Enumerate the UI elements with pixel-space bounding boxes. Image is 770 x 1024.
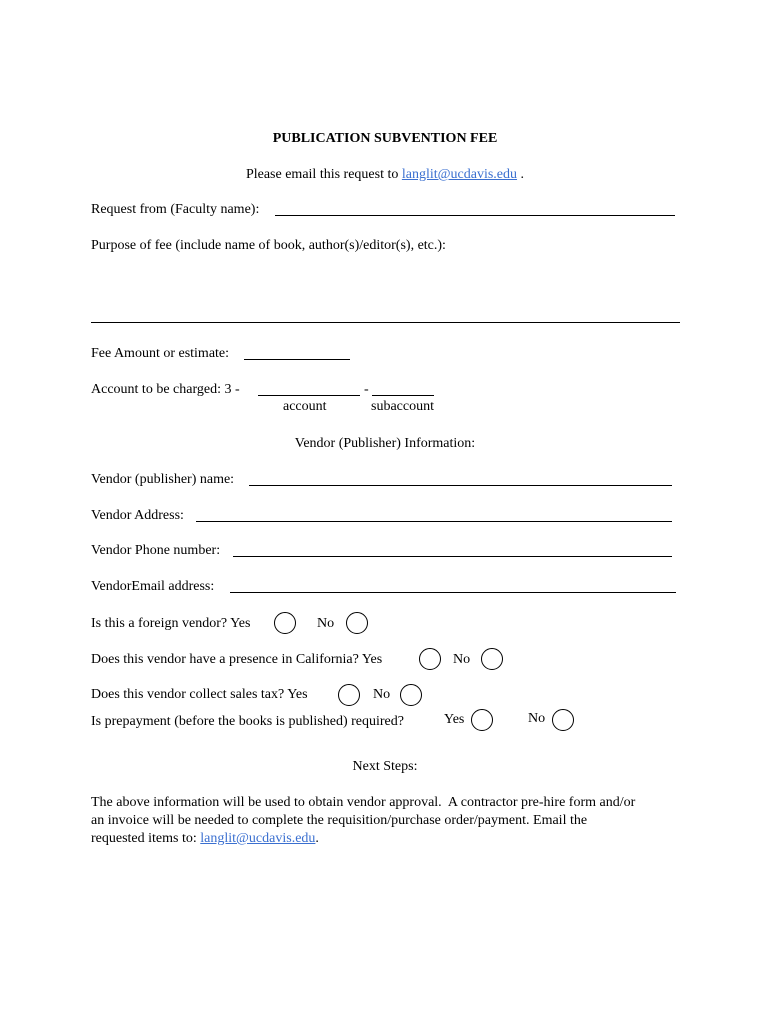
- no-label: No: [453, 652, 471, 667]
- next-steps-suffix: .: [315, 831, 319, 846]
- email-instruction-suffix: .: [520, 167, 525, 182]
- question-sales-tax: [91, 687, 308, 703]
- next-steps-line: an invoice will be needed to complete the requisition/purchase order/payment. Email the: [91, 813, 588, 828]
- no-label: No: [528, 711, 546, 726]
- purpose-label: Purpose of fee (include name of book, author(s)/editor(s), etc.):: [91, 238, 446, 253]
- email-instruction: [0, 167, 770, 183]
- california-presence-no-radio[interactable]: [481, 648, 503, 670]
- vendor-email-label: VendorEmail address:: [91, 579, 215, 594]
- account-caption: account: [283, 399, 327, 414]
- sales-tax-yes-radio[interactable]: [338, 684, 360, 706]
- account-field[interactable]: [258, 381, 360, 396]
- sales-tax-no-radio[interactable]: [400, 684, 422, 706]
- foreign-vendor-yes-radio[interactable]: [274, 612, 296, 634]
- no-label: No: [373, 687, 391, 702]
- question-text: Does this vendor have a presence in California?: [91, 652, 359, 667]
- next-steps-line: [91, 831, 319, 847]
- vendor-section-heading: Vendor (Publisher) Information:: [294, 436, 476, 451]
- yes-label: Yes: [287, 687, 308, 702]
- email-link[interactable]: langlit@ucdavis.edu: [401, 167, 518, 182]
- question-foreign-vendor: [91, 616, 250, 632]
- yes-label: Yes: [361, 652, 383, 667]
- vendor-name-field[interactable]: [249, 471, 672, 486]
- question-text: Does this vendor collect sales tax?: [91, 687, 285, 702]
- account-label: Account to be charged: 3 -: [91, 382, 240, 397]
- vendor-email-field[interactable]: [230, 578, 676, 593]
- next-steps-heading: Next Steps:: [352, 759, 418, 774]
- subaccount-field[interactable]: [372, 381, 434, 396]
- form-title: PUBLICATION SUBVENTION FEE: [272, 131, 498, 146]
- yes-label: Yes: [230, 616, 251, 631]
- fee-amount-label: Fee Amount or estimate:: [91, 346, 230, 361]
- prepayment-no-radio[interactable]: [552, 709, 574, 731]
- next-steps-email-link[interactable]: langlit@ucdavis.edu: [200, 831, 316, 846]
- account-separator: -: [364, 382, 369, 397]
- fee-amount-field[interactable]: [244, 345, 350, 360]
- vendor-address-field[interactable]: [196, 507, 672, 522]
- faculty-name-label: Request from (Faculty name):: [91, 202, 260, 217]
- vendor-address-label: Vendor Address:: [91, 508, 184, 523]
- question-prepayment: Is prepayment (before the books is published) required?: [91, 714, 404, 729]
- question-text: Is this a foreign vendor?: [91, 616, 228, 631]
- foreign-vendor-no-radio[interactable]: [346, 612, 368, 634]
- next-steps-line: The above information will be used to obtain vendor approval. A contractor pre-hire form and/or: [91, 795, 636, 810]
- faculty-name-field[interactable]: [275, 201, 675, 216]
- email-instruction-prefix: Please email this request to: [245, 167, 399, 182]
- vendor-phone-field[interactable]: [233, 542, 672, 557]
- subaccount-caption: subaccount: [371, 399, 434, 414]
- california-presence-yes-radio[interactable]: [419, 648, 441, 670]
- prepayment-yes-radio[interactable]: [471, 709, 493, 731]
- next-steps-line-text: requested items to:: [91, 831, 201, 846]
- vendor-name-label: Vendor (publisher) name:: [91, 472, 235, 487]
- yes-label: Yes: [444, 712, 465, 727]
- question-california-presence: [91, 652, 382, 668]
- no-label: No: [317, 616, 335, 631]
- vendor-phone-label: Vendor Phone number:: [91, 543, 221, 558]
- purpose-field[interactable]: [91, 262, 680, 323]
